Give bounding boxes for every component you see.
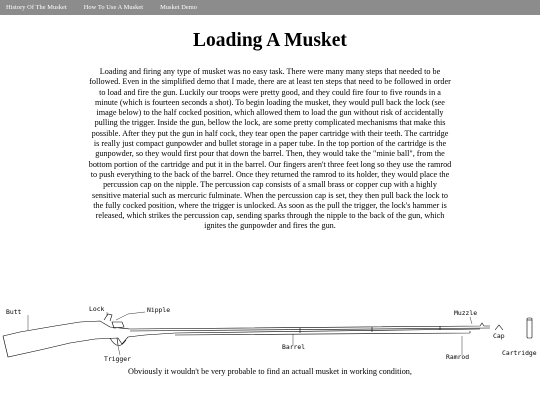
label-trigger: Trigger: [104, 355, 131, 363]
label-muzzle: Muzzle: [454, 309, 478, 317]
label-lock: Lock: [89, 305, 105, 313]
intro-paragraph: Loading and firing any type of musket was no easy task. There were many many steps that needed to be followed. Even in the simplified demo that I made, there are at least ten steps that need to be followed in order to load and fire the gun. Luckily our troops were pretty good, and they could fire four to five rounds in a minute (which is fourteen seconds a shot). To begin loading the musket, they would pull back the lock (see image below) to the half cocked position, which allowed them to load the gun without risk of accidentally pulling the trigger. Inside the gun, bellow the lock, are some pretty complicated mechanisms that make this possible. After they put the gun in half cock, they tear open the paper cartridge with their teeth. The cartridge is really just compact gunpowder and bullet storage in a paper tube. In the top portion of the cartridge is the gunpowder, so they would first pour that down the barrel. Then, they would take the "minie ball", from the bottom portion of the cartridge and put it in the barrel. Our fingers aren't three feet long so they use the ramrod to push everything to the back of the barrel. Once they returned the ramrod to its holder, they would place the percussion cap on the nipple. The percussion cap consists of a small brass or copper cup with a highly sensitive material such as mercuric fulminate. When the percussion cap is set, they then pull back the lock to the fully cocked position, where the trigger is unlocked. As soon as the pull the trigger, the lock's hammer is released, which strikes the percussion cap, sending sparks through the nipple to the back of the gun, which ignites the gunpowder and fires the gun.: [88, 67, 452, 231]
cartridge-icon: [527, 318, 532, 338]
outro-paragraph: Obviously it wouldn't be very probable to find an actuall musket in working condition,: [128, 367, 412, 376]
label-cartridge: Cartridge: [502, 349, 537, 357]
nav-link-demo[interactable]: Musket Demo: [160, 4, 198, 11]
label-cap: Cap: [493, 332, 505, 340]
cap-icon: [495, 325, 503, 330]
musket-illustration: [3, 314, 490, 357]
label-nipple: Nipple: [147, 306, 171, 314]
musket-diagram: [0, 300, 540, 370]
label-butt: Butt: [6, 308, 22, 316]
label-barrel: Barrel: [282, 343, 306, 351]
nav-link-how-to-use[interactable]: How To Use A Musket: [83, 4, 144, 11]
page-title: Loading A Musket: [193, 30, 347, 51]
label-ramrod: Ramrod: [446, 353, 470, 361]
top-navbar: [0, 0, 540, 15]
nav-link-history[interactable]: History Of The Musket: [6, 4, 67, 11]
